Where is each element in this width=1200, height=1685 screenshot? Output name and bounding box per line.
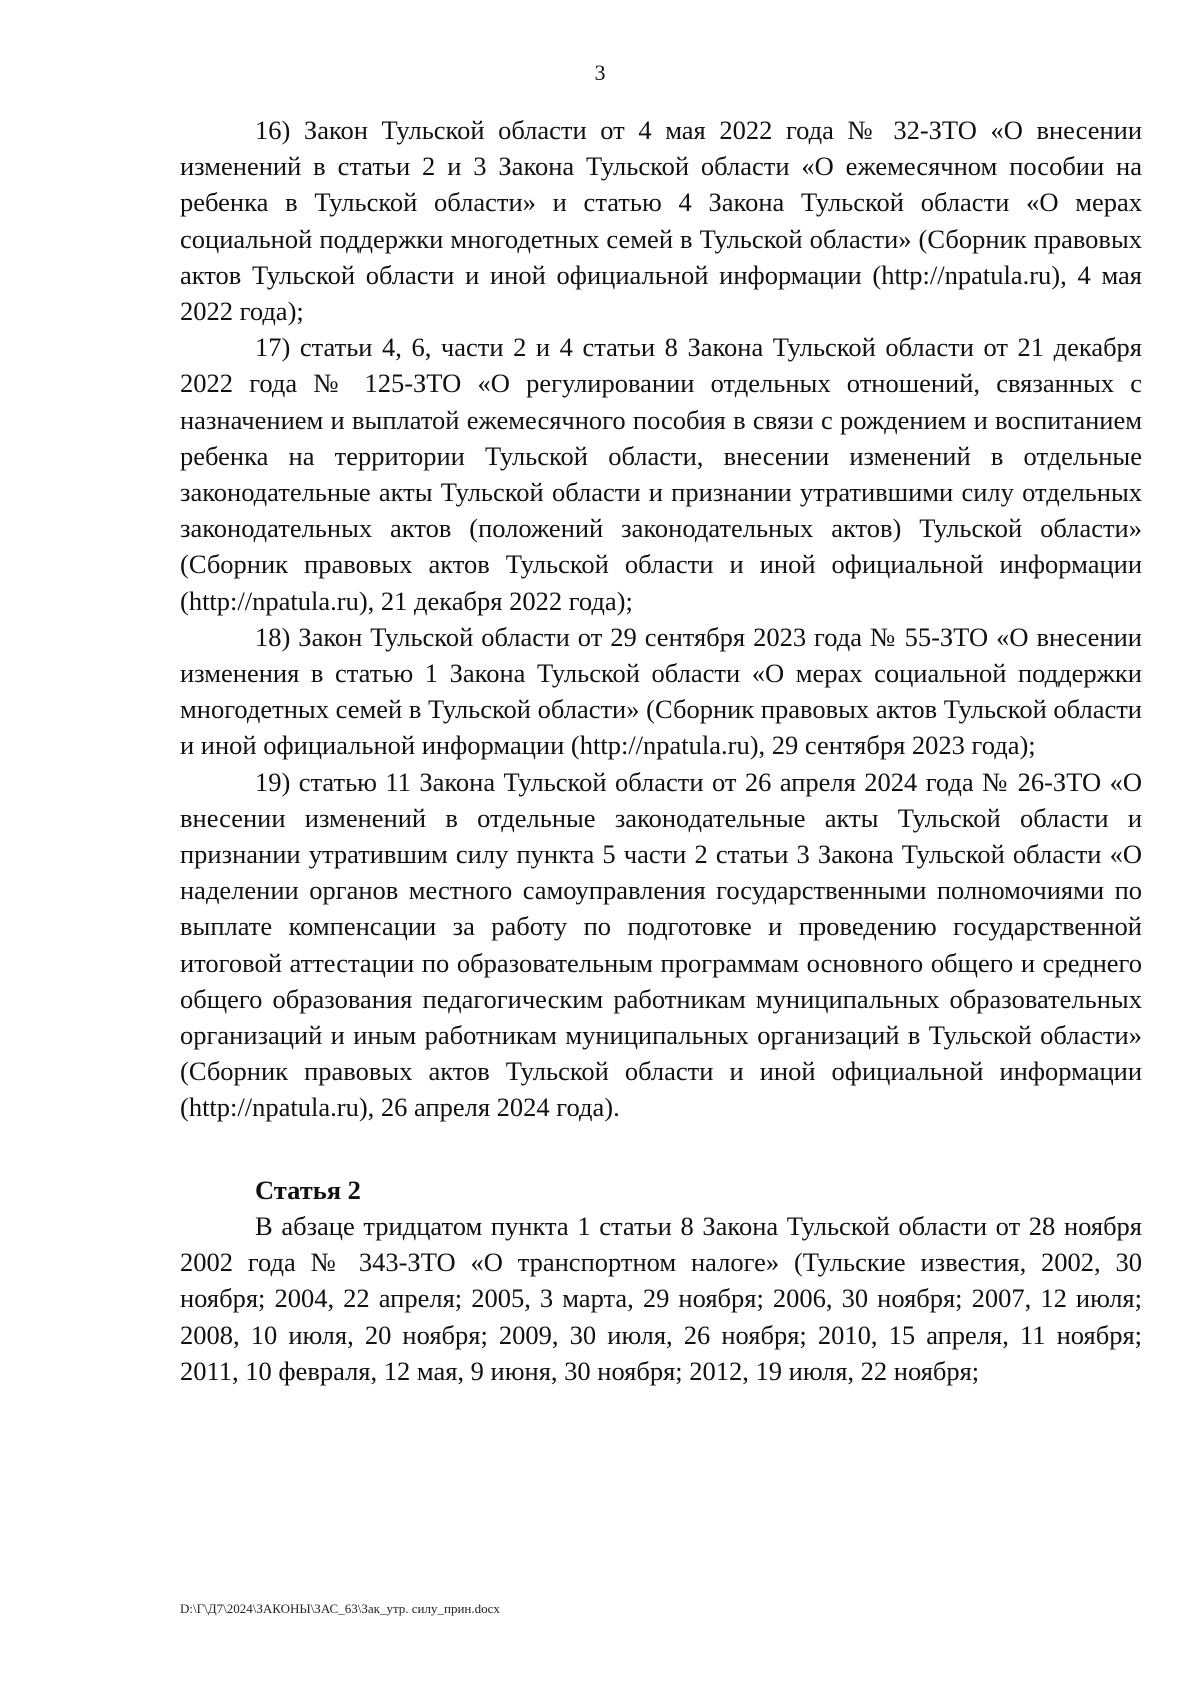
article-heading: Статья 2 [255,1174,361,1205]
page-number: 3 [594,60,606,85]
list-item-16: 16) Закон Тульской области от 4 мая 2022 года № 32-ЗТО «О внесении изменений в статьи 2 и 3 Закона Тульской области «О ежемесячном пособии на ребенка в Тульской области» и статью 4 Закона Тульской области «О мерах социальной поддержки многодетных семей в Тульской области» (Сборник правовых актов Тульской области и иной официальной информации (http://npatula.ru), 4 мая 2022 года); [180,115,1142,327]
article-paragraph: В абзаце тридцатом пункта 1 статьи 8 Закона Тульской области от 28 ноября 2002 года № 343-ЗТО «О транспортном налоге» (Тульские известия, 2002, 30 ноября; 2004, 22 апреля; 2005, 3 марта, 29 ноября; 2006, 30 ноября; 2007, 12 июля; 2008, 10 июля, 20 ноября; 2009, 30 июля, 26 ноября; 2010, 15 апреля, 11 ноября; 2011, 10 февраля, 12 мая, 9 июня, 30 ноября; 2012, 19 июля, 22 ноября; [180,1210,1142,1386]
list-item-17: 17) статьи 4, 6, части 2 и 4 статьи 8 Закона Тульской области от 21 декабря 2022 года № 125-ЗТО «О регулировании отдельных отношений, связанных с назначением и выплатой ежемесячного пособия в связи с рождением и воспитанием ребенка на территории Тульской области, внесении изменений в отдельные законодательные акты Тульской области и признании утратившими силу отдельных законодательных актов (положений законодательных актов) Тульской области» (Сборник правовых актов Тульской области и иной официальной информации (http://npatula.ru), 21 декабря 2022 года); [180,332,1142,616]
document-body [180,112,1142,1389]
file-path-footer: D:\Г\Д7\2024\ЗАКОНЫ\ЗАС_63\Зак_утр. силу_прин.docx [180,1601,500,1616]
list-item-18: 18) Закон Тульской области от 29 сентября 2023 года № 55-ЗТО «О внесении изменения в статью 1 Закона Тульской области «О мерах социальной поддержки многодетных семей в Тульской области» (Сборник правовых актов Тульской области и иной официальной информации (http://npatula.ru), 29 сентября 2023 года); [180,621,1142,761]
list-item-19: 19) статью 11 Закона Тульской области от 26 апреля 2024 года № 26-ЗТО «О внесении изменений в отдельные законодательные акты Тульской области и признании утратившим силу пункта 5 части 2 статьи 3 Закона Тульской области «О наделении органов местного самоуправления государственными полномочиями по выплате компенсации за работу по подготовке и проведению государственной итоговой аттестации по образовательным программам основного общего и среднего общего образования педагогическим работникам муниципальных образовательных организаций и иным работникам муниципальных организаций в Тульской области» (Сборник правовых актов Тульской области и иной официальной информации (http://npatula.ru), 26 апреля 2024 года). [180,766,1142,1123]
